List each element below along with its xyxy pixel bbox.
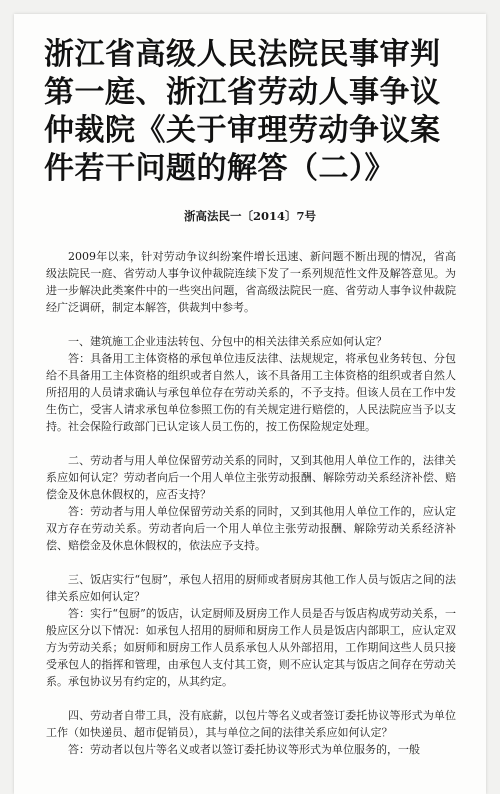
document-number: 浙高法民一〔2014〕7号 — [183, 209, 316, 223]
section-3-question: 三、饭店实行“包厨”，承包人招用的厨师或者厨房其他工作人员与饭店之间的法律关系应如何认定？ — [46, 573, 456, 603]
section-4-question: 四、劳动者自带工具，没有底薪，以包片等名义或者签订委托协议等形式为单位工作（如快递员、超市促销员），其与单位之间的法律关系应如何认定？ — [46, 709, 456, 739]
document-body — [46, 248, 456, 758]
section-2-question: 二、劳动者与用人单位保留劳动关系的同时，又到其他用人单位工作的，法律关系应如何认定？劳动者向后一个用人单位主张劳动报酬、解除劳动关系经济补偿、赔偿金及休息休假权的，应否支持？ — [46, 454, 456, 501]
document-title: 浙江省高级人民法院民事审判第一庭、浙江省劳动人事争议仲裁院《关于审理劳动争议案件若干问题的解答（二）》 — [44, 37, 441, 186]
section-3-answer: 答：实行“包厨”的饭店，认定厨师及厨房工作人员是否与饭店构成劳动关系，一般应区分以下情况：如承包人招用的厨师和厨房工作人员是饭店内部职工，应认定双方为劳动关系；如厨师和厨房工作人员系承包人从外部招用，工作期间这些人员只接受承包人的指挥和管理，由承包人支付其工资，则不应认定其与饭店之间存在劳动关系。承包协议另有约定的，从其约定。 — [46, 607, 456, 688]
section-1-question: 一、建筑施工企业违法转包、分包中的相关法律关系应如何认定？ — [68, 335, 387, 348]
section-1-answer: 答：具备用工主体资格的承包单位违反法律、法规规定，将承包业务转包、分包给不具备用工主体资格的组织或者自然人，该不具备用工主体资格的组织或者自然人所招用的人员请求确认与承包单位存在劳动关系的，不予支持。但该人员在工作中发生伤亡，受害人请求承包单位参照工伤的有关规定进行赔偿的，人民法院应当予以支持。社会保险行政部门已认定该人员工伤的，按工伤保险规定处理。 — [46, 352, 456, 433]
document-page — [14, 14, 486, 794]
section-2-answer: 答：劳动者与用人单位保留劳动关系的同时，又到其他用人单位工作的，应认定双方存在劳动关系。劳动者向后一个用人单位主张劳动报酬、解除劳动关系经济补偿、赔偿金及休息休假权的，依法应予支持。 — [46, 505, 456, 552]
intro-paragraph: 2009年以来，针对劳动争议纠纷案件增长迅速、新问题不断出现的情况，省高级法院民一庭、省劳动人事争议仲裁院连续下发了一系列规范性文件及解答意见。为进一步解决此类案件中的一些突出问题，省高级法院民一庭、省劳动人事争议仲裁院经广泛调研，制定本解答，供裁判中参考。 — [46, 250, 456, 314]
section-4-answer: 答：劳动者以包片等名义或者以签订委托协议等形式为单位服务的，一般 — [68, 743, 420, 756]
